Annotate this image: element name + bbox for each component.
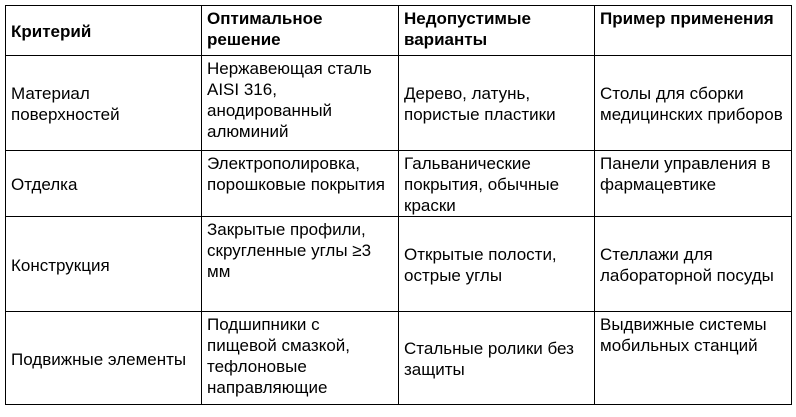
- cell-optimal: Подшипники с пищевой смазкой, тефлоновые направляющие: [202, 312, 399, 405]
- header-criterion: Критерий: [6, 6, 202, 56]
- cell-unacceptable: Стальные ролики без защиты: [399, 312, 595, 405]
- cell-example: Выдвижные системы мобильных станций: [595, 312, 792, 405]
- cell-criterion: Материал поверхностей: [6, 56, 202, 151]
- cell-example: Панели управления в фармацевтике: [595, 151, 792, 217]
- cell-example: Столы для сборки медицинских приборов: [595, 56, 792, 151]
- cell-optimal: Нержавеющая сталь AISI 316, анодированный алюминий: [202, 56, 399, 151]
- cell-unacceptable: Дерево, латунь, пористые пластики: [399, 56, 595, 151]
- table-row: [6, 56, 792, 151]
- cell-criterion: Подвижные элементы: [6, 312, 202, 405]
- cell-unacceptable: Гальванические покрытия, обычные краски: [399, 151, 595, 217]
- cell-optimal: Электрополировка, порошковые покрытия: [202, 151, 399, 217]
- header-optimal: Оптимальное решение: [202, 6, 399, 56]
- cell-example: Стеллажи для лабораторной посуды: [595, 217, 792, 312]
- table-row: [6, 151, 792, 217]
- table-row: [6, 217, 792, 312]
- cell-criterion: Конструкция: [6, 217, 202, 312]
- cell-criterion: Отделка: [6, 151, 202, 217]
- table-row: [6, 312, 792, 405]
- cell-unacceptable: Открытые полости, острые углы: [399, 217, 595, 312]
- cell-optimal: Закрытые профили, скругленные углы ≥3 мм: [202, 217, 399, 312]
- header-unacceptable: Недопустимые варианты: [399, 6, 595, 56]
- header-example: Пример применения: [595, 6, 792, 56]
- criteria-table: [5, 5, 792, 405]
- table-header-row: [6, 6, 792, 56]
